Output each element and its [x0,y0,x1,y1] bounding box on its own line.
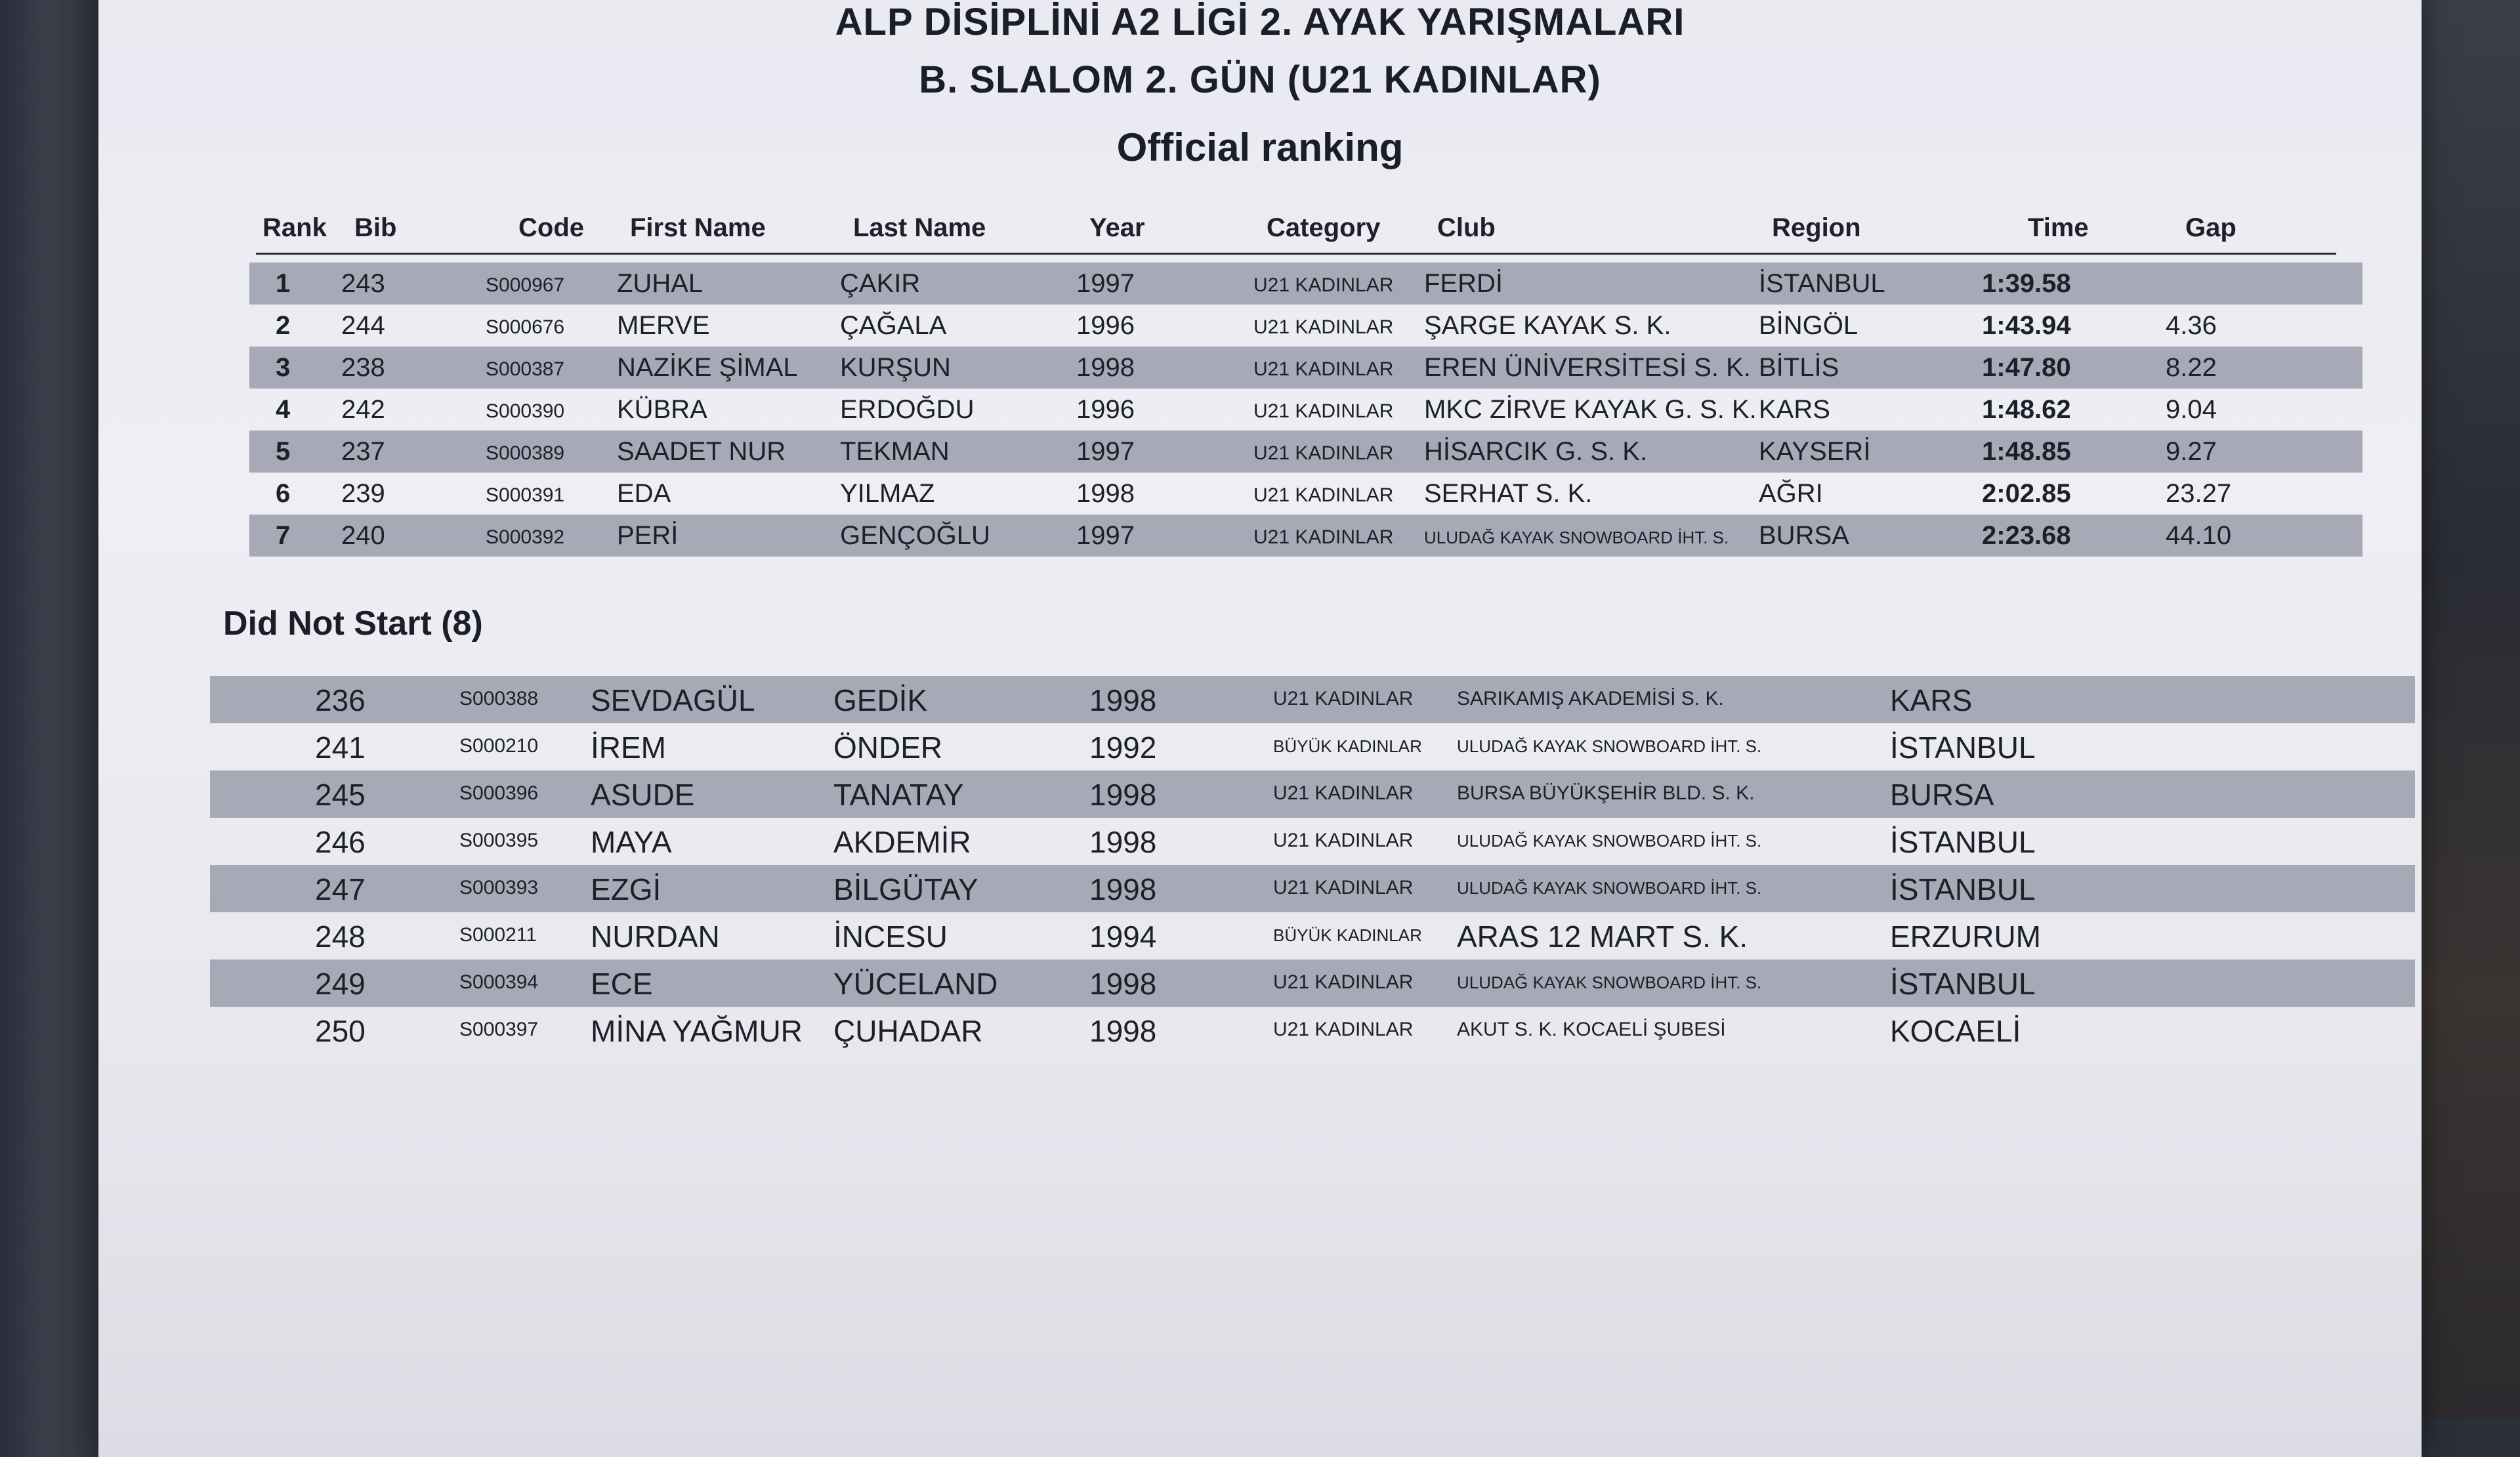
rank-cell: 4 [276,395,291,424]
gap-cell: 9.04 [2166,395,2217,424]
code-cell: S000393 [459,877,539,898]
header-time: Time [2028,213,2089,242]
region-cell: KARS [1759,395,1830,424]
bib-cell: 236 [315,683,366,717]
header-category: Category [1267,213,1381,242]
club-cell: HİSARCIK G. S. K. [1424,437,1648,466]
header-region: Region [1772,213,1861,242]
table-row [210,1007,2415,1054]
region-cell: ERZURUM [1890,919,2041,954]
table-row [210,960,2415,1007]
header-club: Club [1437,213,1496,242]
club-cell: SARIKAMIŞ AKADEMİSİ S. K. [1457,688,1724,709]
bib-cell: 238 [341,353,385,382]
year-cell: 1998 [1076,353,1135,382]
time-cell: 1:43.94 [1982,311,2071,340]
bib-cell: 249 [315,967,366,1001]
code-cell: S000390 [486,400,565,422]
table-row [210,912,2415,960]
first-name-cell: NURDAN [591,919,720,954]
bib-cell: 241 [315,730,366,765]
table-header [262,213,2330,253]
club-cell: ULUDAĞ KAYAK SNOWBOARD İHT. S. [1424,528,1729,547]
time-cell: 1:48.62 [1982,395,2071,424]
year-cell: 1996 [1076,395,1135,424]
gap-cell: 44.10 [2166,521,2232,550]
first-name-cell: EDA [617,479,671,508]
code-cell: S000391 [486,484,565,506]
category-cell: U21 KADINLAR [1273,830,1414,851]
last-name-cell: ERDOĞDU [840,395,975,424]
did-not-start-heading: Did Not Start (8) [223,604,483,643]
year-cell: 1997 [1076,269,1135,298]
category-cell: U21 KADINLAR [1273,688,1414,709]
last-name-cell: ÇAKIR [840,269,921,298]
first-name-cell: NAZİKE ŞİMAL [617,353,798,382]
code-cell: S000397 [459,1019,539,1040]
first-name-cell: MERVE [617,311,710,340]
category-cell: U21 KADINLAR [1253,484,1394,506]
header-rank: Rank [262,213,327,242]
rank-cell: 3 [276,353,291,382]
category-cell: U21 KADINLAR [1253,316,1394,338]
header-code: Code [518,213,584,242]
table-row [249,347,2362,389]
rank-cell: 2 [276,311,291,340]
region-cell: KARS [1890,683,1973,717]
region-cell: KOCAELİ [1890,1014,2021,1048]
last-name-cell: TEKMAN [840,437,950,466]
code-cell: S000394 [459,971,539,993]
table-row [210,865,2415,912]
bib-cell: 247 [315,872,366,906]
table-row [249,305,2362,347]
year-cell: 1997 [1076,521,1135,550]
header-gap: Gap [2185,213,2236,242]
last-name-cell: KURŞUN [840,353,951,382]
results-sheet [98,0,2422,1457]
year-cell: 1997 [1076,437,1135,466]
code-cell: S000211 [459,924,537,946]
table-row [249,263,2362,305]
first-name-cell: ASUDE [591,778,695,812]
code-cell: S000387 [486,358,565,380]
region-cell: BURSA [1890,778,1994,812]
first-name-cell: EZGİ [591,872,662,906]
club-cell: FERDİ [1424,269,1503,298]
bib-cell: 237 [341,437,385,466]
category-cell: U21 KADINLAR [1273,1019,1414,1040]
region-cell: İSTANBUL [1890,967,2036,1001]
gap-cell: 23.27 [2166,479,2232,508]
race-title: B. SLALOM 2. GÜN (U21 KADINLAR) [919,58,1601,101]
event-title: ALP DİSİPLİNİ A2 LİGİ 2. AYAK YARIŞMALARI [835,1,1685,43]
table-row [249,389,2362,431]
category-cell: U21 KADINLAR [1253,400,1394,422]
code-cell: S000395 [459,830,539,851]
club-cell: ULUDAĞ KAYAK SNOWBOARD İHT. S. [1457,831,1762,851]
club-cell: ULUDAĞ KAYAK SNOWBOARD İHT. S. [1457,878,1762,898]
rank-cell: 6 [276,479,291,508]
table-row [249,431,2362,473]
category-cell: BÜYÜK KADINLAR [1273,925,1422,945]
last-name-cell: ÖNDER [833,730,943,765]
rank-cell: 1 [276,269,291,298]
time-cell: 2:23.68 [1982,521,2071,550]
table-row [249,473,2362,515]
category-cell: U21 KADINLAR [1273,971,1414,993]
code-cell: S000392 [486,526,565,548]
ranking-table [249,263,2362,557]
first-name-cell: ZUHAL [617,269,704,298]
region-cell: AĞRI [1759,479,1823,508]
table-row [210,818,2415,865]
year-cell: 1992 [1089,730,1157,765]
last-name-cell: YILMAZ [840,479,935,508]
club-cell: AKUT S. K. KOCAELİ ŞUBESİ [1457,1019,1726,1040]
last-name-cell: ÇUHADAR [833,1014,983,1048]
year-cell: 1998 [1089,1014,1157,1048]
bib-cell: 239 [341,479,385,508]
bib-cell: 244 [341,311,385,340]
first-name-cell: MİNA YAĞMUR [591,1014,803,1048]
table-row [210,723,2415,771]
last-name-cell: GENÇOĞLU [840,521,990,550]
region-cell: İSTANBUL [1890,825,2036,859]
region-cell: İSTANBUL [1890,872,2036,906]
code-cell: S000396 [459,782,539,804]
category-cell: U21 KADINLAR [1273,877,1414,898]
last-name-cell: TANATAY [833,778,964,812]
first-name-cell: ECE [591,967,653,1001]
header-bib: Bib [354,213,397,242]
code-cell: S000388 [459,688,539,709]
first-name-cell: MAYA [591,825,672,859]
time-cell: 1:39.58 [1982,269,2071,298]
category-cell: U21 KADINLAR [1253,274,1394,296]
last-name-cell: ÇAĞALA [840,311,947,340]
region-cell: İSTANBUL [1759,269,1885,298]
club-cell: BURSA BÜYÜKŞEHİR BLD. S. K. [1457,782,1755,804]
code-cell: S000210 [459,735,539,757]
table-row [210,771,2415,818]
region-cell: BİTLİS [1759,353,1839,382]
club-cell: ULUDAĞ KAYAK SNOWBOARD İHT. S. [1457,973,1762,992]
first-name-cell: PERİ [617,521,679,550]
gap-cell: 8.22 [2166,353,2217,382]
region-cell: BURSA [1759,521,1849,550]
category-cell: BÜYÜK KADINLAR [1273,736,1422,756]
last-name-cell: GEDİK [833,683,928,717]
region-cell: İSTANBUL [1890,730,2036,765]
year-cell: 1998 [1089,967,1157,1001]
first-name-cell: KÜBRA [617,395,707,424]
year-cell: 1994 [1089,919,1157,954]
ranking-title: Official ranking [1116,125,1404,169]
bib-cell: 246 [315,825,366,859]
code-cell: S000389 [486,442,565,464]
year-cell: 1998 [1076,479,1135,508]
last-name-cell: AKDEMİR [833,825,971,859]
year-cell: 1998 [1089,872,1157,906]
code-cell: S000967 [486,274,565,296]
header-year: Year [1089,213,1145,242]
time-cell: 1:48.85 [1982,437,2071,466]
gap-cell: 9.27 [2166,437,2217,466]
gap-cell: 4.36 [2166,311,2217,340]
club-cell: ARAS 12 MART S. K. [1457,919,1748,954]
first-name-cell: İREM [591,730,666,765]
region-cell: BİNGÖL [1759,311,1858,340]
category-cell: U21 KADINLAR [1253,526,1394,548]
time-cell: 1:47.80 [1982,353,2071,382]
header-divider [256,253,2336,255]
club-cell: ŞARGE KAYAK S. K. [1424,311,1671,340]
did-not-start-table [210,676,2415,1054]
year-cell: 1998 [1089,825,1157,859]
bib-cell: 245 [315,778,366,812]
header-last-name: Last Name [853,213,986,242]
year-cell: 1998 [1089,683,1157,717]
club-cell: SERHAT S. K. [1424,479,1593,508]
club-cell: ULUDAĞ KAYAK SNOWBOARD İHT. S. [1457,736,1762,756]
table-row [210,676,2415,723]
bib-cell: 242 [341,395,385,424]
first-name-cell: SAADET NUR [617,437,786,466]
last-name-cell: BİLGÜTAY [833,872,978,906]
bib-cell: 250 [315,1014,366,1048]
last-name-cell: İNCESU [833,919,948,954]
region-cell: KAYSERİ [1759,437,1871,466]
header-first-name: First Name [630,213,766,242]
bib-cell: 240 [341,521,385,550]
bib-cell: 248 [315,919,366,954]
code-cell: S000676 [486,316,565,338]
category-cell: U21 KADINLAR [1273,782,1414,804]
category-cell: U21 KADINLAR [1253,358,1394,380]
category-cell: U21 KADINLAR [1253,442,1394,464]
club-cell: MKC ZİRVE KAYAK G. S. K. [1424,395,1757,424]
club-cell: EREN ÜNİVERSİTESİ S. K. [1424,353,1751,382]
rank-cell: 5 [276,437,291,466]
year-cell: 1998 [1089,778,1157,812]
rank-cell: 7 [276,521,291,550]
bib-cell: 243 [341,269,385,298]
year-cell: 1996 [1076,311,1135,340]
last-name-cell: YÜCELAND [833,967,998,1001]
time-cell: 2:02.85 [1982,479,2071,508]
table-row [249,515,2362,557]
first-name-cell: SEVDAGÜL [591,683,755,717]
